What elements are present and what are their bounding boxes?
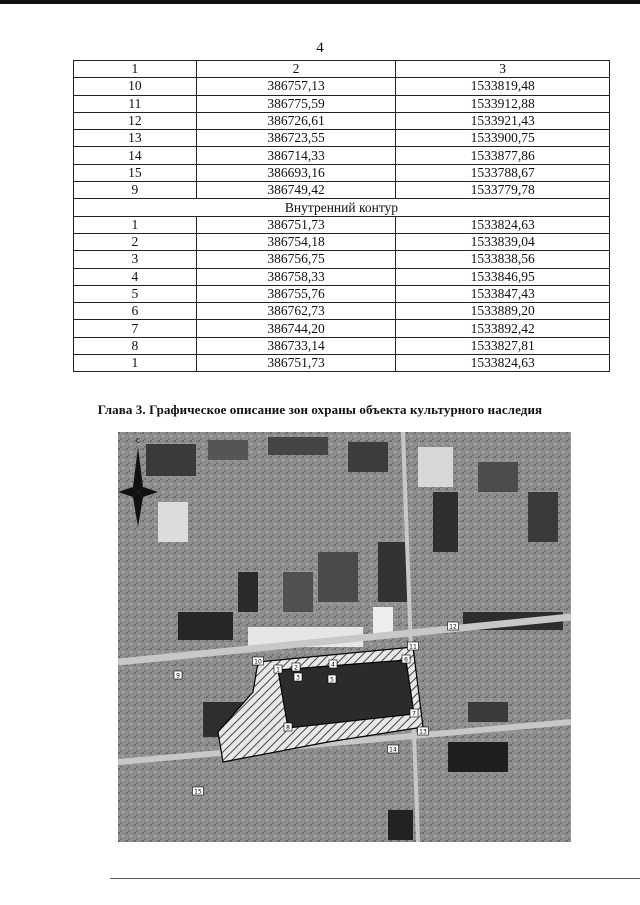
point-label: 6	[404, 656, 408, 664]
point-number-cell: 7	[74, 320, 197, 337]
x-coordinate-cell: 386775,59	[196, 95, 396, 112]
point-number-cell: 12	[74, 112, 197, 129]
y-coordinate-cell: 1533912,88	[396, 95, 610, 112]
point-number-cell: 15	[74, 164, 197, 181]
y-coordinate-cell: 1533838,56	[396, 251, 610, 268]
inner-contour-rows	[74, 216, 610, 372]
point-number-cell: 9	[74, 182, 197, 199]
table-row	[74, 303, 610, 320]
x-coordinate-cell: 386751,73	[196, 355, 396, 372]
table-row	[74, 233, 610, 250]
section-row	[74, 199, 610, 216]
x-coordinate-cell: 386744,20	[196, 320, 396, 337]
x-coordinate-cell: 386726,61	[196, 112, 396, 129]
top-border	[0, 0, 640, 4]
table-row	[74, 268, 610, 285]
x-coordinate-cell: 386757,13	[196, 78, 396, 95]
y-coordinate-cell: 1533877,86	[396, 147, 610, 164]
x-coordinate-cell: 386714,33	[196, 147, 396, 164]
point-number-cell: 8	[74, 337, 197, 354]
table-row	[74, 285, 610, 302]
point-label: 7	[412, 710, 416, 718]
x-coordinate-cell: 386723,55	[196, 130, 396, 147]
y-coordinate-cell: 1533847,43	[396, 285, 610, 302]
point-number-cell: 2	[74, 233, 197, 250]
point-number-cell: 3	[74, 251, 197, 268]
table-row	[74, 164, 610, 181]
y-coordinate-cell: 1533921,43	[396, 112, 610, 129]
site-map	[118, 432, 571, 842]
x-coordinate-cell: 386758,33	[196, 268, 396, 285]
x-coordinate-cell: 386749,42	[196, 182, 396, 199]
table-row	[74, 216, 610, 233]
table-row	[74, 320, 610, 337]
header-cell: 3	[396, 61, 610, 78]
table-row	[74, 147, 610, 164]
x-coordinate-cell: 386693,16	[196, 164, 396, 181]
point-label: 14	[389, 746, 397, 754]
point-label: 10	[254, 658, 262, 666]
table-row	[74, 337, 610, 354]
y-coordinate-cell: 1533827,81	[396, 337, 610, 354]
chapter-heading: Глава 3. Графическое описание зон охраны объекта культурного наследия	[97, 402, 543, 417]
y-coordinate-cell: 1533900,75	[396, 130, 610, 147]
header-cell: 2	[196, 61, 396, 78]
map-image	[118, 432, 571, 842]
point-number-cell: 13	[74, 130, 197, 147]
point-number-cell: 1	[74, 216, 197, 233]
page-number: 4	[316, 40, 324, 56]
table-row	[74, 182, 610, 199]
table-row	[74, 130, 610, 147]
bottom-rule	[110, 878, 640, 879]
table-row	[74, 78, 610, 95]
y-coordinate-cell: 1533824,63	[396, 355, 610, 372]
y-coordinate-cell: 1533892,42	[396, 320, 610, 337]
table-row	[74, 251, 610, 268]
y-coordinate-cell: 1533824,63	[396, 216, 610, 233]
point-label: 12	[449, 623, 457, 631]
x-coordinate-cell: 386755,76	[196, 285, 396, 302]
x-coordinate-cell: 386756,75	[196, 251, 396, 268]
table-row	[74, 95, 610, 112]
outer-contour-rows	[74, 78, 610, 199]
point-number-cell: 1	[74, 355, 197, 372]
y-coordinate-cell: 1533889,20	[396, 303, 610, 320]
point-label: 8	[286, 724, 290, 732]
point-number-cell: 6	[74, 303, 197, 320]
section-label: Внутренний контур	[74, 199, 610, 216]
table-header-row	[74, 61, 610, 78]
point-label: 15	[194, 788, 202, 796]
y-coordinate-cell: 1533788,67	[396, 164, 610, 181]
point-number-cell: 10	[74, 78, 197, 95]
y-coordinate-cell: 1533779,78	[396, 182, 610, 199]
point-label: 5	[330, 676, 334, 684]
x-coordinate-cell: 386751,73	[196, 216, 396, 233]
point-number-cell: 14	[74, 147, 197, 164]
x-coordinate-cell: 386754,18	[196, 233, 396, 250]
point-label: 4	[331, 661, 335, 669]
coordinates-table	[73, 60, 610, 372]
y-coordinate-cell: 1533839,04	[396, 233, 610, 250]
point-number-cell: 11	[74, 95, 197, 112]
point-number-cell: 5	[74, 285, 197, 302]
table-row	[74, 355, 610, 372]
point-label: 2	[294, 664, 298, 672]
x-coordinate-cell: 386762,73	[196, 303, 396, 320]
north-label: С	[136, 438, 141, 445]
point-label: 1	[276, 666, 280, 674]
table-row	[74, 112, 610, 129]
header-cell: 1	[74, 61, 197, 78]
point-number-cell: 4	[74, 268, 197, 285]
point-label: 11	[409, 643, 417, 651]
y-coordinate-cell: 1533819,48	[396, 78, 610, 95]
point-label: 3	[296, 674, 300, 682]
point-label: 9	[176, 672, 180, 680]
y-coordinate-cell: 1533846,95	[396, 268, 610, 285]
point-label: 13	[419, 728, 427, 736]
x-coordinate-cell: 386733,14	[196, 337, 396, 354]
